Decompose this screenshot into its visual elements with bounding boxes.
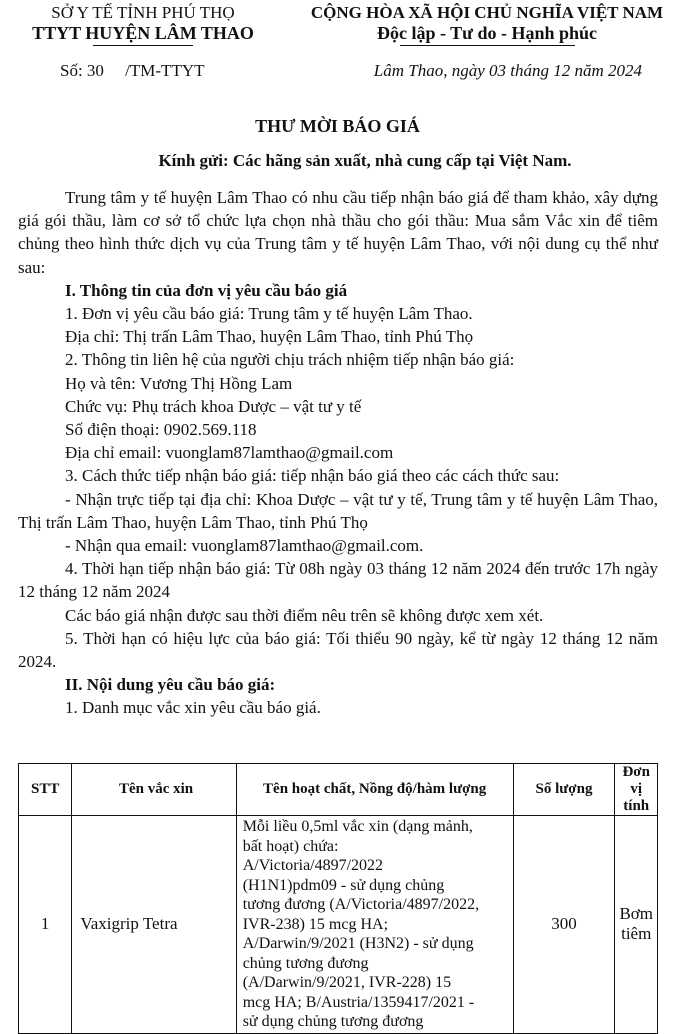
active-line: IVR-238) 15 mcg HA; — [242, 915, 389, 933]
col-header-unit: Đơn vị tính — [615, 764, 658, 816]
vaccine-table — [18, 763, 658, 1034]
section1-item5: 5. Thời hạn có hiệu lực của báo giá: Tối thiểu 90 ngày, kể từ ngày 12 tháng 12 năm 2024. — [18, 628, 658, 672]
cell-stt: 1 — [19, 816, 72, 1034]
national-header — [282, 2, 692, 46]
active-line: chủng tương đương — [242, 954, 369, 972]
col-header-name: Tên vắc xin — [72, 764, 236, 816]
national-title: CỘNG HÒA XÃ HỘI CHỦ NGHĨA VIỆT NAM — [310, 3, 664, 22]
intro-paragraph: Trung tâm y tế huyện Lâm Thao có nhu cầu tiếp nhận báo giá để tham khảo, xây dựng giá gói thầu, làm cơ sở tổ chức lựa chọn nhà thầu cho gói thầu: Mua sắm Vắc xin để tiêm chủng theo hình thức dịch vụ của Trung tâm y tế huyện Lâm Thao, với nội dung cụ thể như sau: — [18, 188, 658, 277]
active-line: (H1N1)pdm09 - sử dụng chủng — [242, 876, 445, 894]
issuer-department: SỞ Y TẾ TỈNH PHÚ THỌ — [51, 3, 235, 22]
contact-phone: Số điện thoại: 0902.569.118 — [65, 420, 257, 440]
section1-address: Địa chỉ: Thị trấn Lâm Thao, huyện Lâm Thao, tỉnh Phú Thọ — [65, 327, 474, 347]
section1-item4: 4. Thời hạn tiếp nhận báo giá: Từ 08h ngày 03 tháng 12 năm 2024 đến trước 17h ngày 12 tháng 12 năm 2024 — [18, 559, 658, 602]
section2-heading: II. Nội dung yêu cầu báo giá: — [65, 675, 276, 695]
national-motto: Độc lập - Tư do - Hạnh phúc — [376, 23, 598, 43]
issuer-name: TTYT HUYỆN LÂM THAO — [32, 23, 254, 43]
section1-item2: 2. Thông tin liên hệ của người chịu trách nhiệm tiếp nhận báo giá: — [65, 350, 515, 370]
motto-underline — [400, 45, 575, 46]
active-line: A/Darwin/9/2021 (H3N2) - sử dụng — [242, 935, 474, 952]
contact-position: Chức vụ: Phụ trách khoa Dược – vật tư y tế — [65, 396, 362, 416]
active-line: (A/Darwin/9/2021, IVR-228) 15 — [242, 974, 452, 991]
issuer-header — [18, 2, 268, 46]
table-row — [19, 816, 658, 1034]
contact-name: Họ và tên: Vương Thị Hồng Lam — [65, 373, 293, 393]
active-line: tương đương (A/Victoria/4897/2022, — [242, 896, 480, 913]
active-line: Mỗi liều 0,5ml vắc xin (dạng mảnh, — [242, 818, 473, 835]
contact-email: Địa chỉ email: vuonglam87lamthao@gmail.com — [65, 443, 394, 463]
section1-item1: 1. Đơn vị yêu cầu báo giá: Trung tâm y tế huyện Lâm Thao. — [65, 304, 473, 324]
cell-vaccine-name: Vaxigrip Tetra — [72, 816, 236, 1034]
col-header-stt: STT — [19, 764, 72, 816]
active-line: mcg HA; B/Austria/1359417/2021 - — [242, 993, 475, 1011]
table-header-row — [19, 764, 658, 816]
active-line: A/Victoria/4897/2022 — [242, 857, 384, 874]
cell-quantity: 300 — [513, 816, 615, 1034]
cell-active-ingredient — [236, 816, 513, 1034]
late-note: Các báo giá nhận được sau thời điểm nêu trên sẽ không được xem xét. — [65, 605, 544, 625]
active-line: sử dụng chủng tương đương — [242, 1013, 424, 1030]
method-email: - Nhận qua email: vuonglam87lamthao@gmail.com. — [65, 536, 424, 556]
method-direct: - Nhận trực tiếp tại địa chỉ: Khoa Dược – vật tư y tế, Trung tâm y tế huyện Lâm Thao, Thị trấn Lâm Thao, huyện Lâm Thao, tỉnh Phú Thọ — [18, 489, 658, 532]
document-date: Lâm Thao, ngày 03 tháng 12 năm 2024 — [373, 61, 642, 80]
cell-unit: Bơm tiêm — [615, 816, 658, 1034]
section1-item3: 3. Cách thức tiếp nhận báo giá: tiếp nhận báo giá theo các cách thức sau: — [65, 466, 560, 486]
col-header-qty: Số lượng — [513, 764, 615, 816]
document-number: Số: 30 /TM-TTYT — [60, 61, 205, 80]
issuer-underline — [93, 45, 193, 46]
recipient-line: Kính gửi: Các hãng sản xuất, nhà cung cấp tại Việt Nam. — [158, 151, 572, 170]
document-title: THƯ MỜI BÁO GIÁ — [255, 116, 420, 136]
col-header-active: Tên hoạt chất, Nồng độ/hàm lượng — [236, 764, 513, 816]
active-line: bất hoạt) chứa: — [242, 837, 339, 855]
section1-heading: I. Thông tin của đơn vị yêu cầu báo giá — [65, 280, 348, 300]
section2-item1: 1. Danh mục vắc xin yêu cầu báo giá. — [65, 698, 321, 718]
document-body — [18, 186, 658, 720]
